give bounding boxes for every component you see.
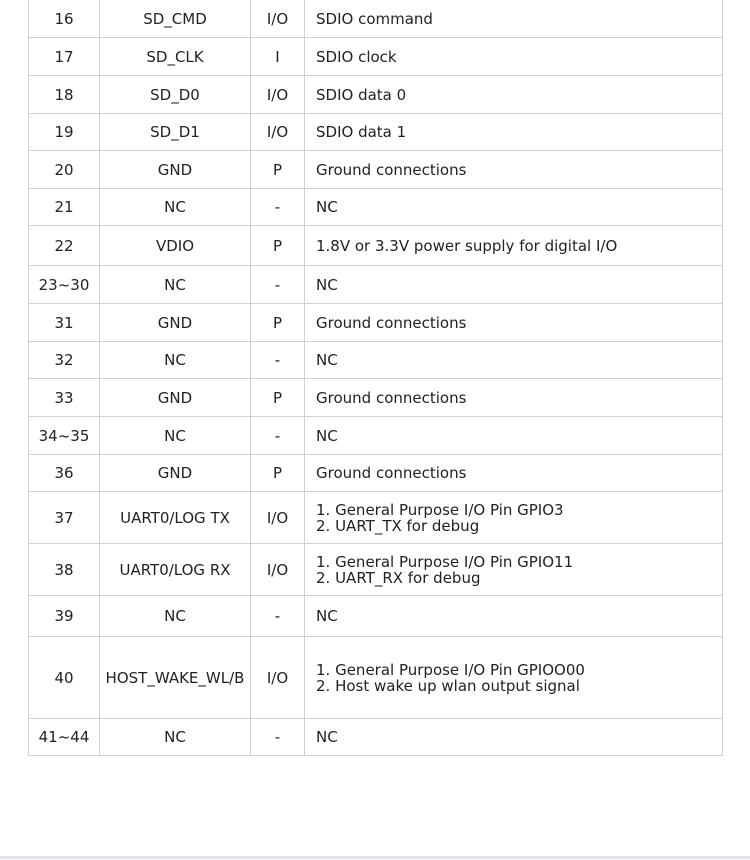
pin-number-cell: 31: [29, 304, 100, 342]
table-row: [29, 304, 723, 342]
pin-number-cell: 39: [29, 596, 100, 637]
pin-number-cell: 37: [29, 492, 100, 544]
pin-name-cell: NC: [100, 342, 251, 379]
description-line: 1.8V or 3.3V power supply for digital I/O: [316, 236, 618, 255]
pin-name-cell: GND: [100, 379, 251, 417]
pin-description-cell: [305, 38, 723, 76]
pin-name-cell: NC: [100, 719, 251, 756]
pin-name-cell: UART0/LOG TX: [100, 492, 251, 544]
table-row: [29, 455, 723, 492]
table-row: [29, 189, 723, 226]
pin-description-cell: [305, 226, 723, 266]
pin-type-cell: P: [251, 304, 305, 342]
pin-name-cell: NC: [100, 417, 251, 455]
pin-type-cell: I/O: [251, 492, 305, 544]
description-line: NC: [316, 728, 338, 746]
table-row: [29, 544, 723, 596]
pin-type-cell: I/O: [251, 544, 305, 596]
pin-name-cell: GND: [100, 151, 251, 189]
pin-name-cell: NC: [100, 189, 251, 226]
pin-definition-table: [28, 0, 723, 756]
pin-number-cell: 20: [29, 151, 100, 189]
description-line: NC: [316, 275, 338, 294]
pin-number-cell: 41~44: [29, 719, 100, 756]
pin-description-cell: [305, 76, 723, 114]
pin-number-cell: 38: [29, 544, 100, 596]
pin-type-cell: -: [251, 596, 305, 637]
pin-description-cell: [305, 114, 723, 151]
pin-description-cell: [305, 151, 723, 189]
pin-name-cell: NC: [100, 596, 251, 637]
pin-number-cell: 19: [29, 114, 100, 151]
table-row: [29, 266, 723, 304]
pin-description-cell: [305, 342, 723, 379]
pin-number-cell: 33: [29, 379, 100, 417]
description-line: SDIO clock: [316, 47, 397, 66]
pin-type-cell: P: [251, 151, 305, 189]
pin-description-cell: [305, 189, 723, 226]
table-row: [29, 0, 723, 38]
pin-number-cell: 16: [29, 0, 100, 38]
pin-type-cell: -: [251, 719, 305, 756]
pin-description-cell: [305, 379, 723, 417]
pin-name-cell: HOST_WAKE_WL/B: [100, 637, 251, 719]
pin-name-cell: GND: [100, 455, 251, 492]
description-line: 1. General Purpose I/O Pin GPIOO00: [316, 660, 585, 679]
description-line: SDIO data 0: [316, 85, 407, 104]
pin-type-cell: -: [251, 189, 305, 226]
pin-description-cell: [305, 0, 723, 38]
pin-type-cell: I/O: [251, 114, 305, 151]
pin-description-cell: [305, 266, 723, 304]
table-row: [29, 38, 723, 76]
description-line: 2. UART_TX for debug: [316, 516, 480, 535]
pin-number-cell: 21: [29, 189, 100, 226]
table-row: [29, 151, 723, 189]
pin-number-cell: 32: [29, 342, 100, 379]
pin-type-cell: I/O: [251, 637, 305, 719]
pin-number-cell: 17: [29, 38, 100, 76]
pin-type-cell: I/O: [251, 0, 305, 38]
pin-type-cell: P: [251, 226, 305, 266]
pin-name-cell: NC: [100, 266, 251, 304]
description-line: 2. Host wake up wlan output signal: [316, 676, 580, 695]
pin-number-cell: 34~35: [29, 417, 100, 455]
description-line: 2. UART_RX for debug: [316, 568, 481, 587]
description-line: 1. General Purpose I/O Pin GPIO11: [316, 552, 574, 571]
pin-type-cell: -: [251, 417, 305, 455]
pin-number-cell: 36: [29, 455, 100, 492]
pin-number-cell: 40: [29, 637, 100, 719]
table-row: [29, 417, 723, 455]
pin-name-cell: SD_D1: [100, 114, 251, 151]
pin-description-cell: [305, 492, 723, 544]
pin-name-cell: SD_CMD: [100, 0, 251, 38]
description-line: SDIO command: [316, 9, 433, 28]
description-line: NC: [316, 198, 338, 216]
description-line: Ground connections: [316, 464, 467, 482]
pin-name-cell: GND: [100, 304, 251, 342]
description-line: Ground connections: [316, 388, 467, 407]
pin-description-cell: [305, 455, 723, 492]
pin-description-cell: [305, 544, 723, 596]
table-row: [29, 76, 723, 114]
pin-name-cell: SD_CLK: [100, 38, 251, 76]
pin-description-cell: [305, 596, 723, 637]
page-bottom-divider: [0, 856, 750, 859]
pin-table-body: [29, 0, 723, 756]
pin-type-cell: P: [251, 379, 305, 417]
description-line: 1. General Purpose I/O Pin GPIO3: [316, 500, 564, 519]
pin-number-cell: 18: [29, 76, 100, 114]
pin-description-cell: [305, 304, 723, 342]
description-line: Ground connections: [316, 160, 467, 179]
pin-type-cell: I/O: [251, 76, 305, 114]
pin-name-cell: UART0/LOG RX: [100, 544, 251, 596]
table-row: [29, 379, 723, 417]
pin-type-cell: I: [251, 38, 305, 76]
description-line: Ground connections: [316, 313, 467, 332]
pin-type-cell: -: [251, 342, 305, 379]
table-row: [29, 719, 723, 756]
description-line: SDIO data 1: [316, 123, 407, 141]
pin-description-cell: [305, 417, 723, 455]
table-row: [29, 342, 723, 379]
pin-number-cell: 22: [29, 226, 100, 266]
table-row: [29, 596, 723, 637]
table-row: [29, 226, 723, 266]
pin-name-cell: VDIO: [100, 226, 251, 266]
table-row: [29, 637, 723, 719]
pin-type-cell: -: [251, 266, 305, 304]
table-row: [29, 114, 723, 151]
pin-name-cell: SD_D0: [100, 76, 251, 114]
pin-type-cell: P: [251, 455, 305, 492]
pin-description-cell: [305, 637, 723, 719]
description-line: NC: [316, 607, 338, 625]
table-row: [29, 492, 723, 544]
description-line: NC: [316, 351, 338, 369]
pin-number-cell: 23~30: [29, 266, 100, 304]
description-line: NC: [316, 426, 338, 445]
pin-description-cell: [305, 719, 723, 756]
